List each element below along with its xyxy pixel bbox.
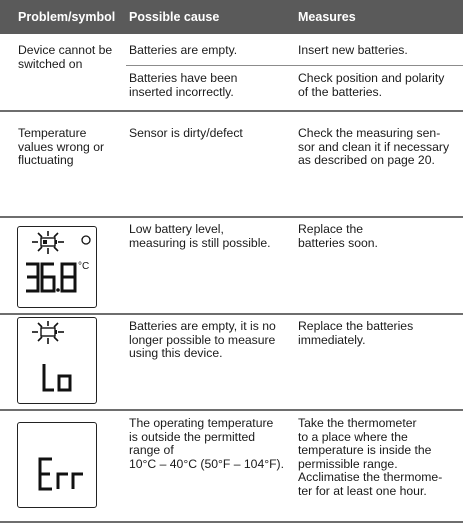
- battery-empty-icon: [41, 328, 57, 336]
- row6-measures: Take the thermometer to a place where the temperature is inside the permissible range. Acclimatise the thermome- ter for at least one hour.: [298, 416, 443, 498]
- row1-measures: Insert new batteries.: [298, 43, 408, 57]
- section-divider: [0, 110, 463, 112]
- row2-cause: Batteries have been inserted incorrectly.: [129, 71, 238, 99]
- row3-measures: Check the measuring sen- sor and clean it if necessary as described on page 20.: [298, 126, 450, 168]
- row4-measures: Replace the batteries soon.: [298, 222, 378, 250]
- battery-icon: [41, 238, 57, 246]
- header-cause: Possible cause: [129, 10, 220, 24]
- row1-cause: Batteries are empty.: [129, 43, 238, 57]
- row-divider: [126, 65, 463, 66]
- row5-measures: Replace the batteries immediately.: [298, 319, 414, 347]
- row4-cause: Low battery level, measuring is still possible.: [129, 222, 271, 250]
- section-divider: [0, 313, 463, 315]
- row5-cause: Batteries are empty, it is no longer possible to measure using this device.: [129, 319, 276, 361]
- row1-problem: Device cannot be switched on: [18, 43, 113, 71]
- face-icon: [82, 236, 90, 244]
- digit-6: [42, 264, 54, 291]
- section-divider: [0, 216, 463, 218]
- lcd-display-lo: [17, 317, 97, 404]
- celsius-unit: °C: [78, 261, 90, 272]
- row3-cause: Sensor is dirty/defect: [129, 126, 243, 140]
- lcd-display-err: [17, 422, 97, 508]
- section-divider: [0, 409, 463, 411]
- row6-cause: The operating temperature is outside the permitted range of 10°C – 40°C (50°F – 104°F).: [129, 416, 284, 471]
- lcd-display-low-battery: [17, 226, 97, 308]
- digit-3: [26, 264, 38, 291]
- reading-lo: [44, 364, 70, 390]
- digit-8: [62, 264, 75, 291]
- table-bottom-rule: [0, 521, 463, 523]
- header-measures: Measures: [298, 10, 356, 24]
- reading-err: [40, 459, 83, 489]
- row3-problem: Temperature values wrong or fluctuating: [18, 126, 105, 168]
- header-problem: Problem/symbol: [18, 10, 116, 24]
- row2-measures: Check position and polarity of the batteries.: [298, 71, 445, 99]
- table-header: [0, 0, 463, 34]
- decimal-point: [56, 288, 60, 292]
